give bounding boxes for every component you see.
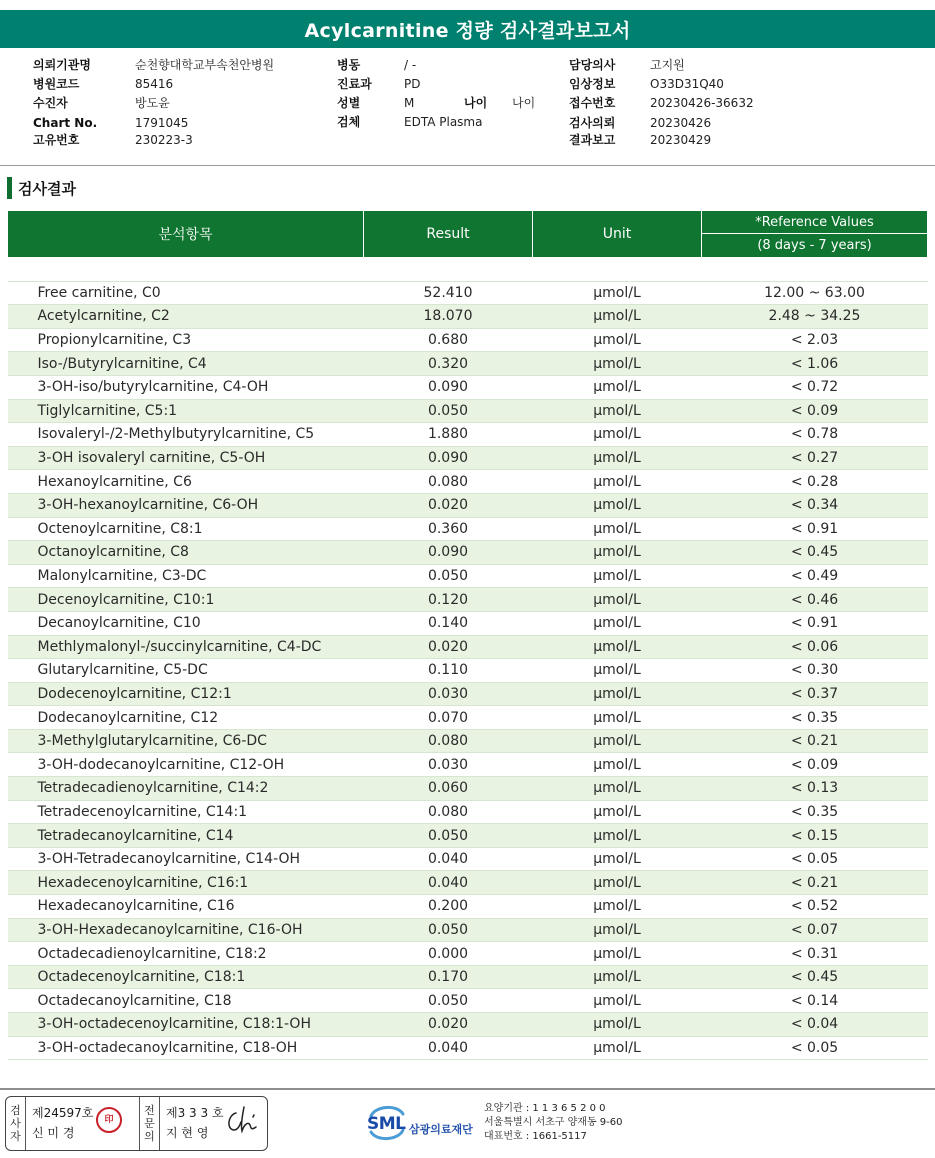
analyte-name: 3-OH-dodecanoylcarnitine, C12-OH — [8, 753, 364, 777]
unit-value: μmol/L — [533, 1036, 702, 1060]
analyte-name: Hexadecanoylcarnitine, C16 — [8, 895, 364, 919]
result-value: 0.360 — [364, 517, 533, 541]
result-value: 0.040 — [364, 871, 533, 895]
reference-value: < 0.52 — [702, 895, 928, 919]
signature-image — [222, 1103, 262, 1137]
vertical-label-char: 검 — [10, 1104, 21, 1117]
table-row — [8, 800, 928, 824]
analyte-name: Octanoylcarnitine, C8 — [8, 541, 364, 565]
report-title: Acylcarnitine 정량 검사결과보고서 — [0, 10, 935, 48]
result-value: 0.080 — [364, 470, 533, 494]
result-value: 0.050 — [364, 564, 533, 588]
unit-value: μmol/L — [533, 682, 702, 706]
result-value: 0.080 — [364, 800, 533, 824]
reference-value: < 2.03 — [702, 328, 928, 352]
result-value: 0.030 — [364, 682, 533, 706]
analyte-name: Methlymalonyl-/succinylcarnitine, C4-DC — [8, 635, 364, 659]
vertical-label-char: 사 — [10, 1117, 21, 1130]
info-label: 진료과 — [337, 77, 372, 91]
reference-value: < 0.06 — [702, 635, 928, 659]
result-value: 18.070 — [364, 305, 533, 329]
result-value: 0.170 — [364, 965, 533, 989]
result-value: 0.200 — [364, 895, 533, 919]
info-label: 나이 — [464, 96, 488, 110]
reference-value: < 0.91 — [702, 611, 928, 635]
result-value: 0.680 — [364, 328, 533, 352]
result-value: 0.090 — [364, 541, 533, 565]
results-table — [7, 210, 928, 1060]
analyte-name: Hexanoylcarnitine, C6 — [8, 470, 364, 494]
unit-value: μmol/L — [533, 352, 702, 376]
table-row — [8, 517, 928, 541]
info-label: 검체 — [337, 115, 361, 129]
result-value: 0.060 — [364, 777, 533, 801]
info-label: 담당의사 — [569, 58, 616, 72]
analyte-name: Decenoylcarnitine, C10:1 — [8, 588, 364, 612]
table-row — [8, 729, 928, 753]
table-row — [8, 824, 928, 848]
signature-box — [5, 1096, 268, 1151]
result-value: 0.020 — [364, 635, 533, 659]
reference-value: < 0.04 — [702, 1013, 928, 1037]
reference-value: < 0.07 — [702, 918, 928, 942]
result-value: 0.080 — [364, 729, 533, 753]
reference-value: < 0.28 — [702, 470, 928, 494]
table-row — [8, 871, 928, 895]
unit-value: μmol/L — [533, 659, 702, 683]
unit-value: μmol/L — [533, 564, 702, 588]
unit-value: μmol/L — [533, 800, 702, 824]
reference-value: < 0.09 — [702, 399, 928, 423]
info-value: 방도윤 — [135, 96, 170, 110]
result-value: 0.000 — [364, 942, 533, 966]
table-row — [8, 281, 928, 305]
reference-value: < 0.05 — [702, 1036, 928, 1060]
result-value: 0.320 — [364, 352, 533, 376]
analyte-name: Dodecenoylcarnitine, C12:1 — [8, 682, 364, 706]
table-row — [8, 305, 928, 329]
vertical-label-char: 의 — [144, 1130, 155, 1143]
unit-value: μmol/L — [533, 470, 702, 494]
analyte-name: Propionylcarnitine, C3 — [8, 328, 364, 352]
reference-value: < 0.45 — [702, 965, 928, 989]
info-value: EDTA Plasma — [404, 115, 483, 129]
reference-value: < 0.21 — [702, 729, 928, 753]
info-value: / - — [404, 58, 417, 72]
table-row — [8, 399, 928, 423]
table-row — [8, 1036, 928, 1060]
result-value: 0.020 — [364, 1013, 533, 1037]
result-value: 0.050 — [364, 399, 533, 423]
reference-value: < 0.37 — [702, 682, 928, 706]
unit-value: μmol/L — [533, 871, 702, 895]
unit-value: μmol/L — [533, 635, 702, 659]
result-value: 0.140 — [364, 611, 533, 635]
info-value: 나이 — [512, 96, 536, 110]
info-value: 20230426-36632 — [650, 96, 754, 110]
unit-value: μmol/L — [533, 611, 702, 635]
org-code: 요양기관 : 1 1 3 6 5 2 0 0 — [484, 1103, 606, 1114]
analyte-name: 3-OH-hexanoylcarnitine, C6-OH — [8, 493, 364, 517]
result-value: 1.880 — [364, 423, 533, 447]
header-item: 분석항목 — [8, 211, 364, 258]
analyte-name: Octadecanoylcarnitine, C18 — [8, 989, 364, 1013]
result-value: 0.090 — [364, 375, 533, 399]
unit-value: μmol/L — [533, 824, 702, 848]
analyte-name: 3-OH-octadecenoylcarnitine, C18:1-OH — [8, 1013, 364, 1037]
analyte-name: Iso-/Butyrylcarnitine, C4 — [8, 352, 364, 376]
unit-value: μmol/L — [533, 965, 702, 989]
result-value: 0.120 — [364, 588, 533, 612]
reference-value: < 0.35 — [702, 706, 928, 730]
info-value: PD — [404, 77, 421, 91]
vertical-label-char: 전 — [144, 1104, 155, 1117]
vertical-label-char: 문 — [144, 1117, 155, 1130]
unit-value: μmol/L — [533, 328, 702, 352]
unit-value: μmol/L — [533, 777, 702, 801]
reference-value: < 0.35 — [702, 800, 928, 824]
result-value: 52.410 — [364, 281, 533, 305]
unit-value: μmol/L — [533, 423, 702, 447]
result-value: 0.090 — [364, 446, 533, 470]
analyte-name: Tetradecenoylcarnitine, C14:1 — [8, 800, 364, 824]
inspector-name: 신 미 경 — [32, 1126, 75, 1140]
table-row — [8, 706, 928, 730]
result-value: 0.030 — [364, 753, 533, 777]
info-value: 순천향대학교부속천안병원 — [135, 58, 275, 72]
inspector-license: 제24597호 — [32, 1106, 94, 1120]
table-row — [8, 847, 928, 871]
result-value: 0.040 — [364, 1036, 533, 1060]
info-value: 1791045 — [135, 116, 189, 130]
approver-label — [140, 1097, 160, 1150]
report-footer — [0, 1088, 935, 1158]
sml-logo — [365, 1102, 480, 1147]
unit-value: μmol/L — [533, 706, 702, 730]
table-row — [8, 328, 928, 352]
organization-info — [484, 1102, 623, 1144]
approver-cell — [160, 1097, 267, 1150]
unit-value: μmol/L — [533, 588, 702, 612]
patient-info — [0, 52, 935, 166]
reference-value: < 0.72 — [702, 375, 928, 399]
reference-value: < 0.05 — [702, 847, 928, 871]
table-row — [8, 965, 928, 989]
info-label: 검사의뢰 — [569, 116, 616, 130]
reference-value: 2.48 ~ 34.25 — [702, 305, 928, 329]
unit-value: μmol/L — [533, 989, 702, 1013]
header-reference: *Reference Values — [702, 211, 928, 234]
reference-value: < 0.30 — [702, 659, 928, 683]
reference-value: < 0.46 — [702, 588, 928, 612]
info-value: O33D31Q40 — [650, 77, 724, 91]
analyte-name: Acetylcarnitine, C2 — [8, 305, 364, 329]
analyte-name: Hexadecenoylcarnitine, C16:1 — [8, 871, 364, 895]
reference-value: < 0.34 — [702, 493, 928, 517]
reference-value: 12.00 ~ 63.00 — [702, 281, 928, 305]
reference-value: < 0.13 — [702, 777, 928, 801]
unit-value: μmol/L — [533, 375, 702, 399]
unit-value: μmol/L — [533, 399, 702, 423]
analyte-name: 3-OH-Tetradecanoylcarnitine, C14-OH — [8, 847, 364, 871]
analyte-name: Tiglylcarnitine, C5:1 — [8, 399, 364, 423]
logo-subtitle: 삼광의료재단 — [409, 1123, 473, 1136]
table-row — [8, 1013, 928, 1037]
section-title: 검사결과 — [18, 179, 76, 198]
table-row — [8, 635, 928, 659]
table-row — [8, 682, 928, 706]
unit-value: μmol/L — [533, 753, 702, 777]
reference-value: < 0.45 — [702, 541, 928, 565]
analyte-name: Octadecenoylcarnitine, C18:1 — [8, 965, 364, 989]
info-label: 수진자 — [33, 96, 68, 110]
table-row — [8, 611, 928, 635]
reference-value: < 0.78 — [702, 423, 928, 447]
unit-value: μmol/L — [533, 446, 702, 470]
logo-text: SML — [367, 1114, 406, 1134]
table-row — [8, 588, 928, 612]
analyte-name: Free carnitine, C0 — [8, 281, 364, 305]
unit-value: μmol/L — [533, 729, 702, 753]
reference-value: < 0.09 — [702, 753, 928, 777]
analyte-name: Glutarylcarnitine, C5-DC — [8, 659, 364, 683]
vertical-label-char: 자 — [10, 1130, 21, 1143]
table-row — [8, 564, 928, 588]
result-value: 0.110 — [364, 659, 533, 683]
table-row — [8, 918, 928, 942]
reference-value: < 0.31 — [702, 942, 928, 966]
table-row — [8, 375, 928, 399]
analyte-name: Octenoylcarnitine, C8:1 — [8, 517, 364, 541]
analyte-name: Malonylcarnitine, C3-DC — [8, 564, 364, 588]
table-row — [8, 942, 928, 966]
analyte-name: Octadecadienoylcarnitine, C18:2 — [8, 942, 364, 966]
table-row — [8, 423, 928, 447]
reference-value: < 0.21 — [702, 871, 928, 895]
analyte-name: Isovaleryl-/2-Methylbutyrylcarnitine, C5 — [8, 423, 364, 447]
inspector-label — [6, 1097, 26, 1150]
result-value: 0.050 — [364, 824, 533, 848]
unit-value: μmol/L — [533, 493, 702, 517]
table-row — [8, 541, 928, 565]
reference-value: < 0.27 — [702, 446, 928, 470]
info-label: 결과보고 — [569, 133, 616, 147]
unit-value: μmol/L — [533, 281, 702, 305]
info-value: 고지원 — [650, 58, 685, 72]
approver-name: 지 현 영 — [166, 1126, 209, 1140]
header-result: Result — [364, 211, 533, 258]
analyte-name: 3-OH-Hexadecanoylcarnitine, C16-OH — [8, 918, 364, 942]
result-value: 0.050 — [364, 918, 533, 942]
table-row — [8, 493, 928, 517]
analyte-name: Tetradecanoylcarnitine, C14 — [8, 824, 364, 848]
result-value: 0.020 — [364, 493, 533, 517]
unit-value: μmol/L — [533, 1013, 702, 1037]
result-value: 0.040 — [364, 847, 533, 871]
table-row — [8, 753, 928, 777]
result-value: 0.050 — [364, 989, 533, 1013]
info-label: 고유번호 — [33, 133, 80, 147]
org-address: 서울특별시 서초구 양재동 9-60 — [484, 1117, 623, 1128]
approver-license: 제3 3 3 호 — [166, 1106, 224, 1120]
unit-value: μmol/L — [533, 942, 702, 966]
table-row — [8, 352, 928, 376]
info-label: 병원코드 — [33, 77, 80, 91]
table-row — [8, 659, 928, 683]
header-unit: Unit — [533, 211, 702, 258]
unit-value: μmol/L — [533, 847, 702, 871]
unit-value: μmol/L — [533, 541, 702, 565]
reference-value: < 0.15 — [702, 824, 928, 848]
reference-value: < 0.14 — [702, 989, 928, 1013]
table-row — [8, 470, 928, 494]
info-label: 임상정보 — [569, 77, 616, 91]
info-value: 20230429 — [650, 133, 712, 147]
reference-value: < 1.06 — [702, 352, 928, 376]
analyte-name: 3-Methylglutarylcarnitine, C6-DC — [8, 729, 364, 753]
analyte-name: 3-OH-octadecanoylcarnitine, C18-OH — [8, 1036, 364, 1060]
section-heading — [7, 176, 76, 200]
unit-value: μmol/L — [533, 517, 702, 541]
info-label: 성별 — [337, 96, 361, 110]
analyte-name: Tetradecadienoylcarnitine, C14:2 — [8, 777, 364, 801]
seal-stamp: 印 — [96, 1107, 122, 1133]
unit-value: μmol/L — [533, 305, 702, 329]
info-value: 85416 — [135, 77, 174, 91]
section-marker — [7, 177, 12, 199]
info-label: Chart No. — [33, 116, 98, 130]
info-label: 의뢰기관명 — [33, 58, 91, 72]
info-value: 20230426 — [650, 116, 712, 130]
unit-value: μmol/L — [533, 895, 702, 919]
inspector-cell — [26, 1097, 140, 1150]
header-reference-range: (8 days - 7 years) — [702, 234, 928, 258]
table-row — [8, 989, 928, 1013]
unit-value: μmol/L — [533, 918, 702, 942]
result-value: 0.070 — [364, 706, 533, 730]
reference-value: < 0.91 — [702, 517, 928, 541]
info-value: 230223-3 — [135, 133, 193, 147]
table-row — [8, 777, 928, 801]
analyte-name: Dodecanoylcarnitine, C12 — [8, 706, 364, 730]
reference-value: < 0.49 — [702, 564, 928, 588]
org-phone: 대표번호 : 1661-5117 — [484, 1131, 587, 1142]
info-label: 병동 — [337, 58, 361, 72]
table-row — [8, 446, 928, 470]
info-label: 접수번호 — [569, 96, 616, 110]
analyte-name: 3-OH isovaleryl carnitine, C5-OH — [8, 446, 364, 470]
analyte-name: 3-OH-iso/butyrylcarnitine, C4-OH — [8, 375, 364, 399]
analyte-name: Decanoylcarnitine, C10 — [8, 611, 364, 635]
table-row — [8, 895, 928, 919]
info-value: M — [404, 96, 415, 110]
